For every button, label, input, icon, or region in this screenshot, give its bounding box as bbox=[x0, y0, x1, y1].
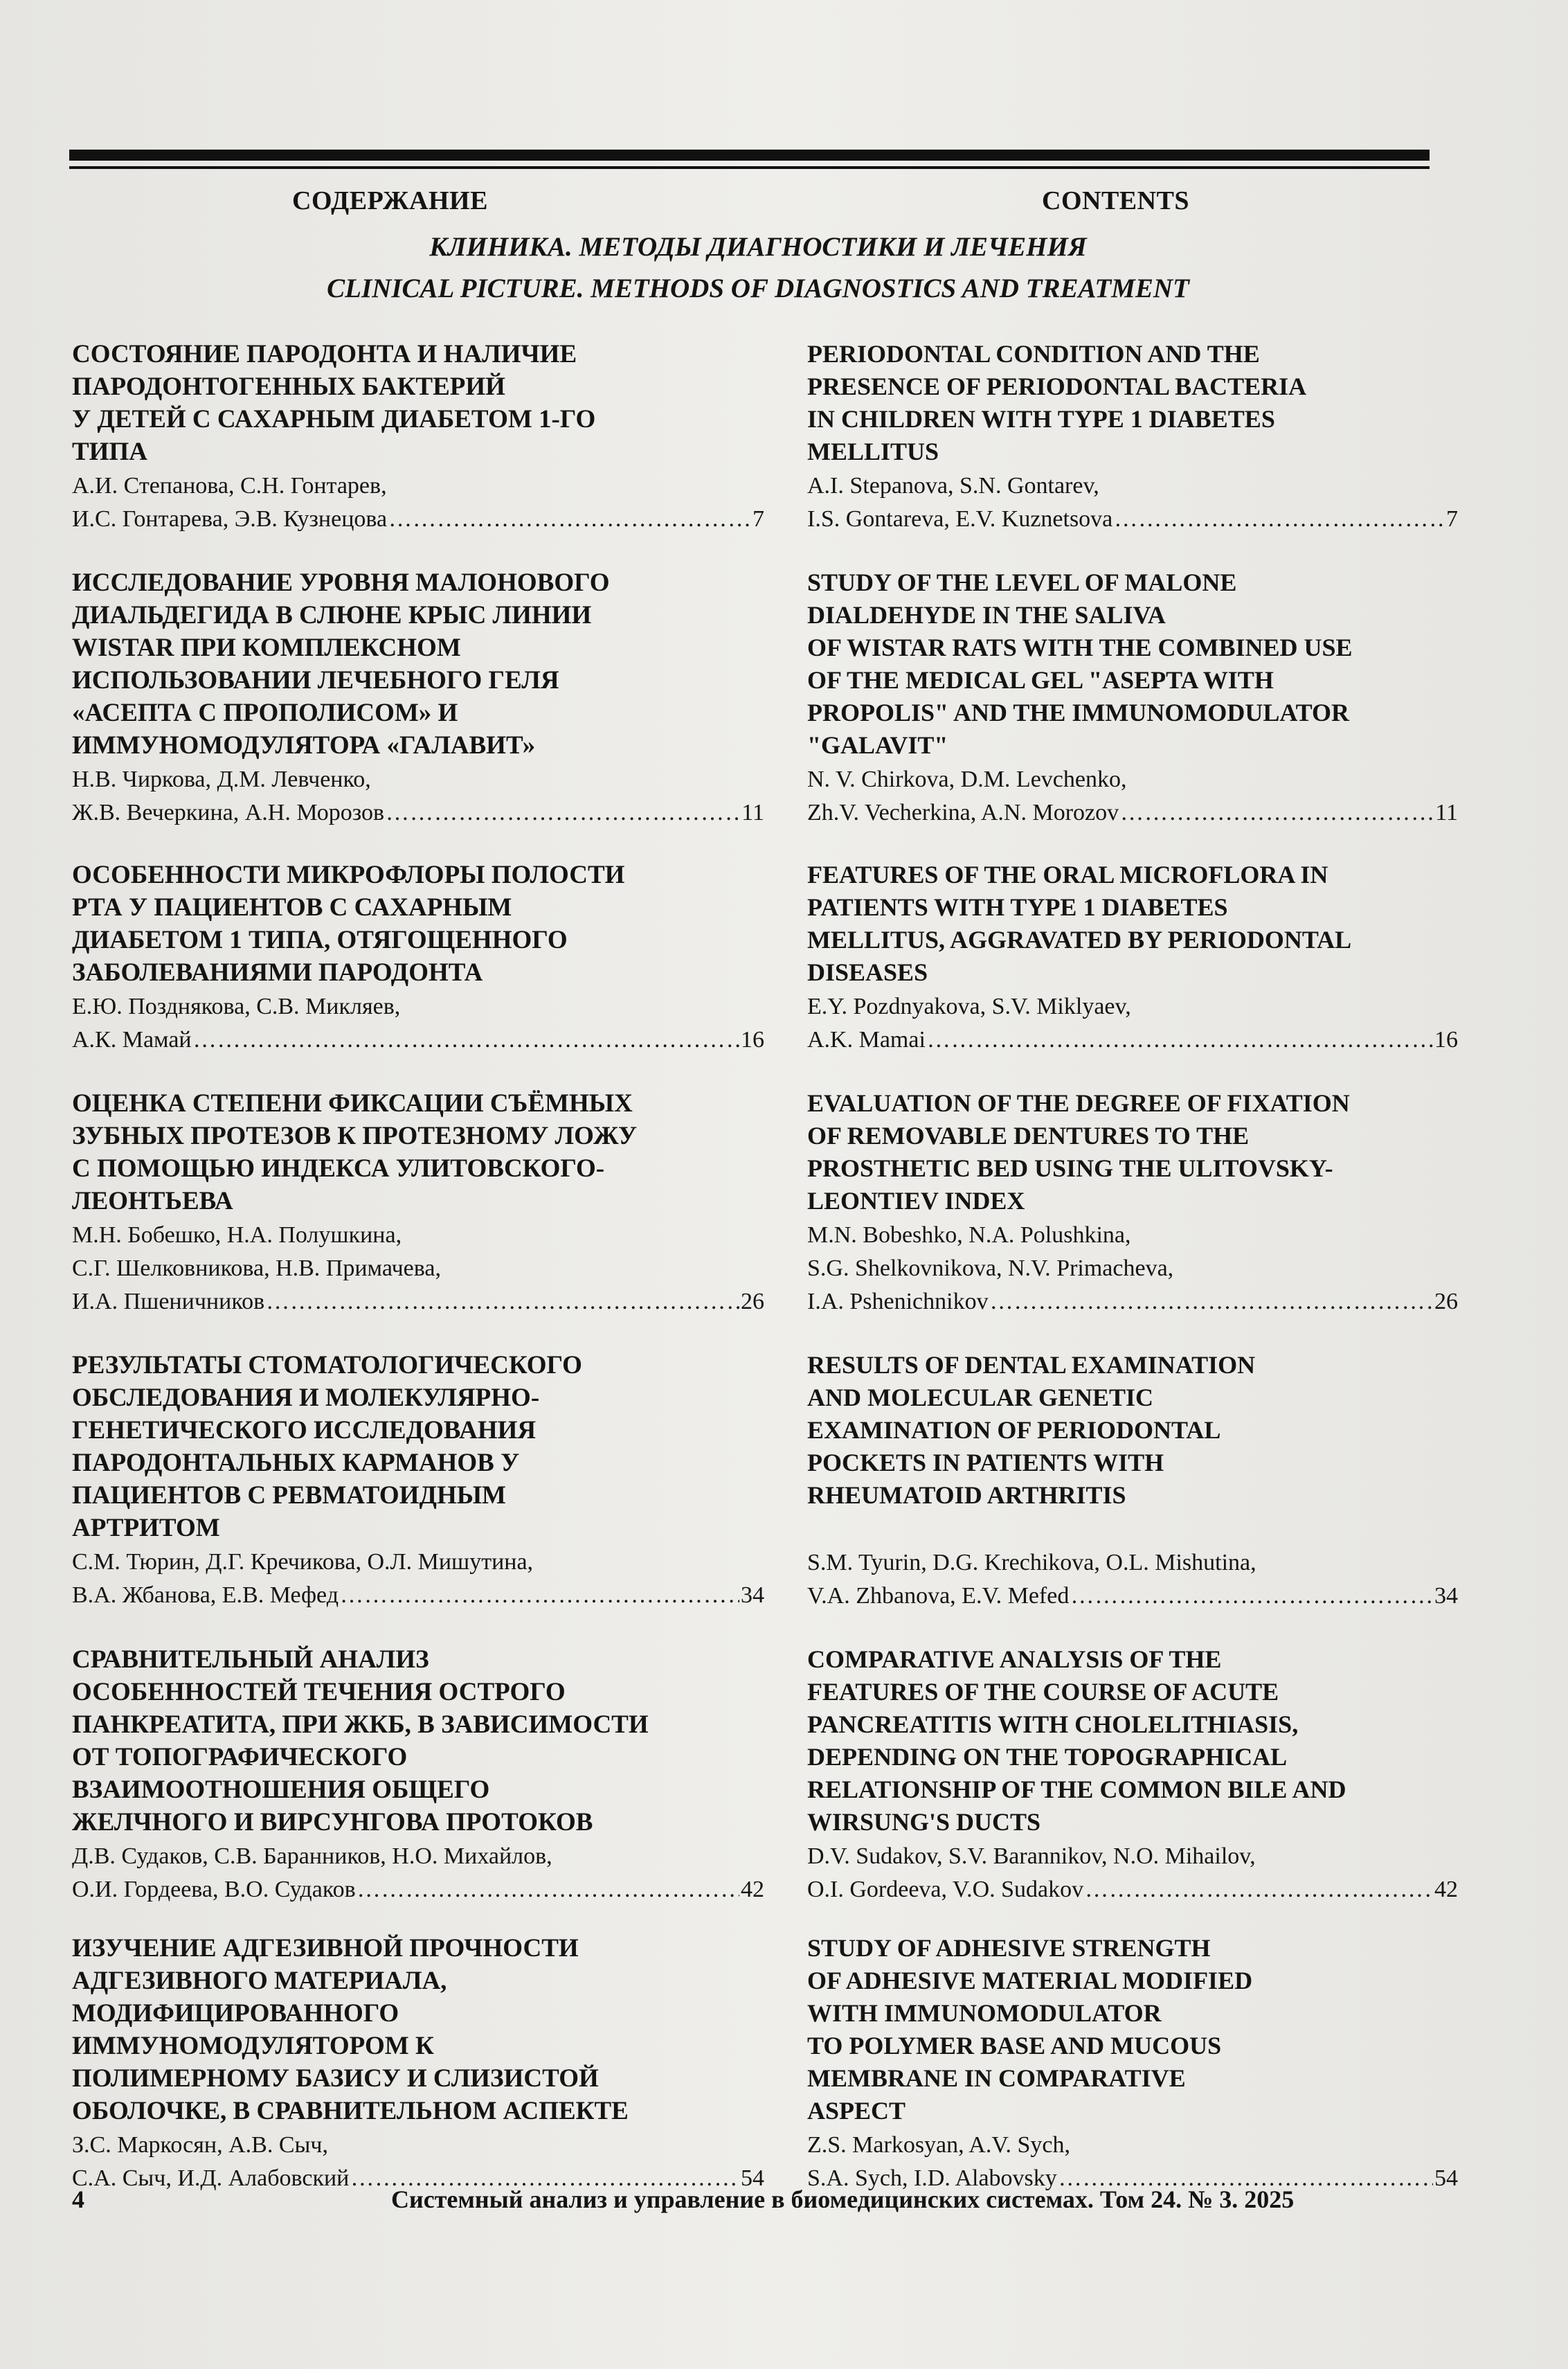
entry-authors-last: I.A. Pshenichnikov bbox=[807, 1289, 989, 1314]
journal-footer: Системный анализ и управление в биомедицинских системах. Том 24. № 3. 2025 bbox=[391, 2185, 1295, 2213]
entry-title: RESULTS OF DENTAL EXAMINATION AND MOLECULAR GENETIC EXAMINATION OF PERIODONTAL POCKETS IN PATIENTS WITH RHEUMATOID ARTHRITIS bbox=[807, 1351, 1256, 1509]
entry-authors-last: С.А. Сыч, И.Д. Алабовский bbox=[72, 2165, 350, 2191]
leader-dots bbox=[1114, 503, 1445, 536]
leader-dots bbox=[357, 1873, 739, 1906]
toc-entry[interactable] bbox=[807, 566, 1458, 830]
toc-entry[interactable] bbox=[72, 566, 764, 830]
entry-authors-last: О.И. Гордеева, В.О. Судаков bbox=[72, 1877, 356, 1902]
entry-title: STUDY OF ADHESIVE STRENGTH OF ADHESIVE MATERIAL MODIFIED WITH IMMUNOMODULATOR TO POLYMER BASE AND MUCOUS MEMBRANE IN COMPARATIVE ASPECT bbox=[807, 1934, 1253, 2125]
entry-title: ИССЛЕДОВАНИЕ УРОВНЯ МАЛОНОВОГО ДИАЛЬДЕГИДА В СЛЮНЕ КРЫС ЛИНИИ WISTAR ПРИ КОМПЛЕКСНОМ ИСПОЛЬЗОВАНИИ ЛЕЧЕБНОГО ГЕЛЯ «АСЕПТА С ПРОПОЛИСОМ» И ИММУНОМОДУЛЯТОРА «ГАЛАВИТ» bbox=[72, 569, 610, 760]
header-rule-thick bbox=[69, 150, 1430, 161]
entry-title: COMPARATIVE ANALYSIS OF THE FEATURES OF THE COURSE OF ACUTE PANCREATITIS WITH CHOLELITHIASIS, DEPENDING ON THE TOPOGRAPHICAL RELATIONSHIP OF THE COMMON BILE AND WIRSUNG'S DUCTS bbox=[807, 1645, 1346, 1836]
entry-page: 42 bbox=[741, 1877, 764, 1902]
entry-page: 11 bbox=[1435, 800, 1458, 825]
toc-entry[interactable] bbox=[807, 859, 1458, 1057]
entry-page-line bbox=[807, 1580, 1458, 1613]
leader-dots bbox=[388, 503, 751, 536]
contents-heading-ru: СОДЕРЖАНИЕ bbox=[292, 186, 488, 215]
leader-dots bbox=[1120, 796, 1434, 830]
entry-page-line bbox=[72, 796, 764, 830]
leader-dots bbox=[193, 1023, 739, 1057]
entry-authors: A.I. Stepanova, S.N. Gontarev, bbox=[807, 473, 1099, 499]
toc-entry[interactable] bbox=[72, 1087, 764, 1318]
entry-page-line bbox=[72, 1579, 764, 1612]
toc-entry[interactable] bbox=[807, 1643, 1458, 1906]
entry-page-line bbox=[72, 1285, 764, 1318]
entry-authors-last: Ж.В. Вечеркина, А.Н. Морозов bbox=[72, 800, 385, 825]
toc-entry[interactable] bbox=[807, 1087, 1458, 1318]
entry-authors: Н.В. Чиркова, Д.М. Левченко, bbox=[72, 767, 371, 792]
entry-page: 7 bbox=[753, 506, 764, 532]
page-number: 4 bbox=[72, 2185, 84, 2213]
entry-page-line bbox=[807, 1873, 1458, 1906]
entry-page: 16 bbox=[1434, 1027, 1458, 1053]
toc-entry[interactable] bbox=[72, 1643, 764, 1906]
entry-authors: М.Н. Бобешко, Н.А. Полушкина, С.Г. Шелковникова, Н.В. Примачева, bbox=[72, 1222, 441, 1281]
toc-entry[interactable] bbox=[72, 1349, 764, 1612]
entry-page: 34 bbox=[741, 1582, 764, 1608]
leader-dots bbox=[927, 1023, 1433, 1057]
leader-dots bbox=[1070, 1580, 1433, 1613]
entry-page-line bbox=[807, 796, 1458, 830]
toc-entry[interactable] bbox=[72, 859, 764, 1057]
entry-title: EVALUATION OF THE DEGREE OF FIXATION OF REMOVABLE DENTURES TO THE PROSTHETIC BED USING THE ULITOVSKY- LEONTIEV INDEX bbox=[807, 1089, 1350, 1215]
entry-authors: N. V. Chirkova, D.M. Levchenko, bbox=[807, 767, 1127, 792]
entry-title: ОЦЕНКА СТЕПЕНИ ФИКСАЦИИ СЪЁМНЫХ ЗУБНЫХ ПРОТЕЗОВ К ПРОТЕЗНОМУ ЛОЖУ С ПОМОЩЬЮ ИНДЕКСА УЛИТОВСКОГО- ЛЕОНТЬЕВА bbox=[72, 1089, 638, 1215]
entry-authors-last: И.С. Гонтарева, Э.В. Кузнецова bbox=[72, 506, 388, 532]
toc-entry[interactable] bbox=[72, 338, 764, 536]
leader-dots bbox=[266, 1285, 739, 1318]
section-title-en: CLINICAL PICTURE. METHODS OF DIAGNOSTICS AND TREATMENT bbox=[327, 274, 1189, 303]
leader-dots bbox=[386, 796, 740, 830]
leader-dots bbox=[340, 1579, 739, 1612]
leader-dots bbox=[1085, 1873, 1433, 1906]
entry-page-line bbox=[807, 1023, 1458, 1057]
entry-authors: D.V. Sudakov, S.V. Barannikov, N.O. Mihailov, bbox=[807, 1843, 1256, 1869]
entry-title: ИЗУЧЕНИЕ АДГЕЗИВНОЙ ПРОЧНОСТИ АДГЕЗИВНОГО МАТЕРИАЛА, МОДИФИЦИРОВАННОГО ИММУНОМОДУЛЯТОРОМ К ПОЛИМЕРНОМУ БАЗИСУ И СЛИЗИСТОЙ ОБОЛОЧКЕ, В СРАВНИТЕЛЬНОМ АСПЕКТЕ bbox=[72, 1934, 629, 2125]
entry-authors-last: Zh.V. Vecherkina, A.N. Morozov bbox=[807, 800, 1119, 825]
entry-page: 34 bbox=[1434, 1583, 1458, 1609]
entry-authors-last: В.А. Жбанова, Е.В. Мефед bbox=[72, 1582, 339, 1608]
entry-page: 26 bbox=[741, 1289, 764, 1314]
entry-authors: Д.В. Судаков, С.В. Баранников, Н.О. Михайлов, bbox=[72, 1843, 552, 1869]
entry-page: 54 bbox=[741, 2165, 764, 2191]
toc-entry[interactable] bbox=[72, 1932, 764, 2195]
entry-page: 54 bbox=[1434, 2165, 1458, 2191]
entry-title: РЕЗУЛЬТАТЫ СТОМАТОЛОГИЧЕСКОГО ОБСЛЕДОВАНИЯ И МОЛЕКУЛЯРНО- ГЕНЕТИЧЕСКОГО ИССЛЕДОВАНИЯ ПАРОДОНТАЛЬНЫХ КАРМАНОВ У ПАЦИЕНТОВ С РЕВМАТОИДНЫМ АРТРИТОМ bbox=[72, 1351, 582, 1542]
entry-page-line bbox=[807, 1285, 1458, 1318]
entry-page-line bbox=[72, 503, 764, 536]
leader-dots bbox=[990, 1285, 1433, 1318]
entry-authors: А.И. Степанова, С.Н. Гонтарев, bbox=[72, 473, 387, 499]
entry-authors: M.N. Bobeshko, N.A. Polushkina, S.G. Shelkovnikova, N.V. Primacheva, bbox=[807, 1222, 1174, 1281]
entry-page-line bbox=[72, 1873, 764, 1906]
toc-entry[interactable] bbox=[807, 1349, 1458, 1613]
entry-page: 26 bbox=[1434, 1289, 1458, 1314]
entry-authors: З.С. Маркосян, А.В. Сыч, bbox=[72, 2132, 328, 2158]
entry-authors: S.M. Tyurin, D.G. Krechikova, O.L. Mishutina, bbox=[807, 1550, 1256, 1575]
entry-authors-last: V.A. Zhbanova, E.V. Mefed bbox=[807, 1583, 1070, 1609]
header-rule-thin bbox=[69, 166, 1430, 169]
toc-entry[interactable] bbox=[807, 1932, 1458, 2195]
contents-heading-en: CONTENTS bbox=[1042, 186, 1190, 215]
entry-page-line bbox=[807, 503, 1458, 536]
entry-title: FEATURES OF THE ORAL MICROFLORA IN PATIENTS WITH TYPE 1 DIABETES MELLITUS, AGGRAVATED BY PERIODONTAL DISEASES bbox=[807, 861, 1352, 986]
section-title-ru: КЛИНИКА. МЕТОДЫ ДИАГНОСТИКИ И ЛЕЧЕНИЯ bbox=[429, 232, 1087, 262]
entry-authors-last: A.K. Mamai bbox=[807, 1027, 926, 1053]
entry-authors: С.М. Тюрин, Д.Г. Кречикова, О.Л. Мишутина, bbox=[72, 1549, 534, 1575]
entry-title: PERIODONTAL CONDITION AND THE PRESENCE OF PERIODONTAL BACTERIA IN CHILDREN WITH TYPE 1 DIABETES MELLITUS bbox=[807, 340, 1307, 465]
entry-page: 42 bbox=[1434, 1877, 1458, 1902]
entry-authors-last: I.S. Gontareva, E.V. Kuznetsova bbox=[807, 506, 1113, 532]
entry-authors: Е.Ю. Позднякова, С.В. Микляев, bbox=[72, 994, 401, 1019]
entry-page: 11 bbox=[741, 800, 764, 825]
entry-page: 7 bbox=[1446, 506, 1458, 532]
entry-authors: Z.S. Markosyan, A.V. Sych, bbox=[807, 2132, 1070, 2158]
entry-page: 16 bbox=[741, 1027, 764, 1053]
entry-authors-last: S.A. Sych, I.D. Alabovsky bbox=[807, 2165, 1057, 2191]
entry-title: СРАВНИТЕЛЬНЫЙ АНАЛИЗ ОСОБЕННОСТЕЙ ТЕЧЕНИЯ ОСТРОГО ПАНКРЕАТИТА, ПРИ ЖКБ, В ЗАВИСИМОСТИ ОТ ТОПОГРАФИЧЕСКОГО ВЗАИМООТНОШЕНИЯ ОБЩЕГО ЖЕЛЧНОГО И ВИРСУНГОВА ПРОТОКОВ bbox=[72, 1645, 649, 1836]
entry-title: СОСТОЯНИЕ ПАРОДОНТА И НАЛИЧИЕ ПАРОДОНТОГЕННЫХ БАКТЕРИЙ У ДЕТЕЙ С САХАРНЫМ ДИАБЕТОМ 1-ГО ТИПА bbox=[72, 340, 596, 466]
entry-authors: E.Y. Pozdnyakova, S.V. Miklyaev, bbox=[807, 994, 1131, 1019]
entry-title: ОСОБЕННОСТИ МИКРОФЛОРЫ ПОЛОСТИ РТА У ПАЦИЕНТОВ С САХАРНЫМ ДИАБЕТОМ 1 ТИПА, ОТЯГОЩЕННОГО ЗАБОЛЕВАНИЯМИ ПАРОДОНТА bbox=[72, 861, 625, 987]
entry-page-line bbox=[72, 1023, 764, 1057]
entry-authors-last: А.К. Мамай bbox=[72, 1027, 192, 1053]
entry-authors-last: O.I. Gordeeva, V.O. Sudakov bbox=[807, 1877, 1084, 1902]
toc-entry[interactable] bbox=[807, 338, 1458, 536]
entry-title: STUDY OF THE LEVEL OF MALONE DIALDEHYDE IN THE SALIVA OF WISTAR RATS WITH THE COMBINED USE OF THE MEDICAL GEL "ASEPTA WITH PROPOLIS" AND THE IMMUNOMODULATOR "GALAVIT" bbox=[807, 569, 1353, 759]
entry-authors-last: И.А. Пшеничников bbox=[72, 1289, 265, 1314]
